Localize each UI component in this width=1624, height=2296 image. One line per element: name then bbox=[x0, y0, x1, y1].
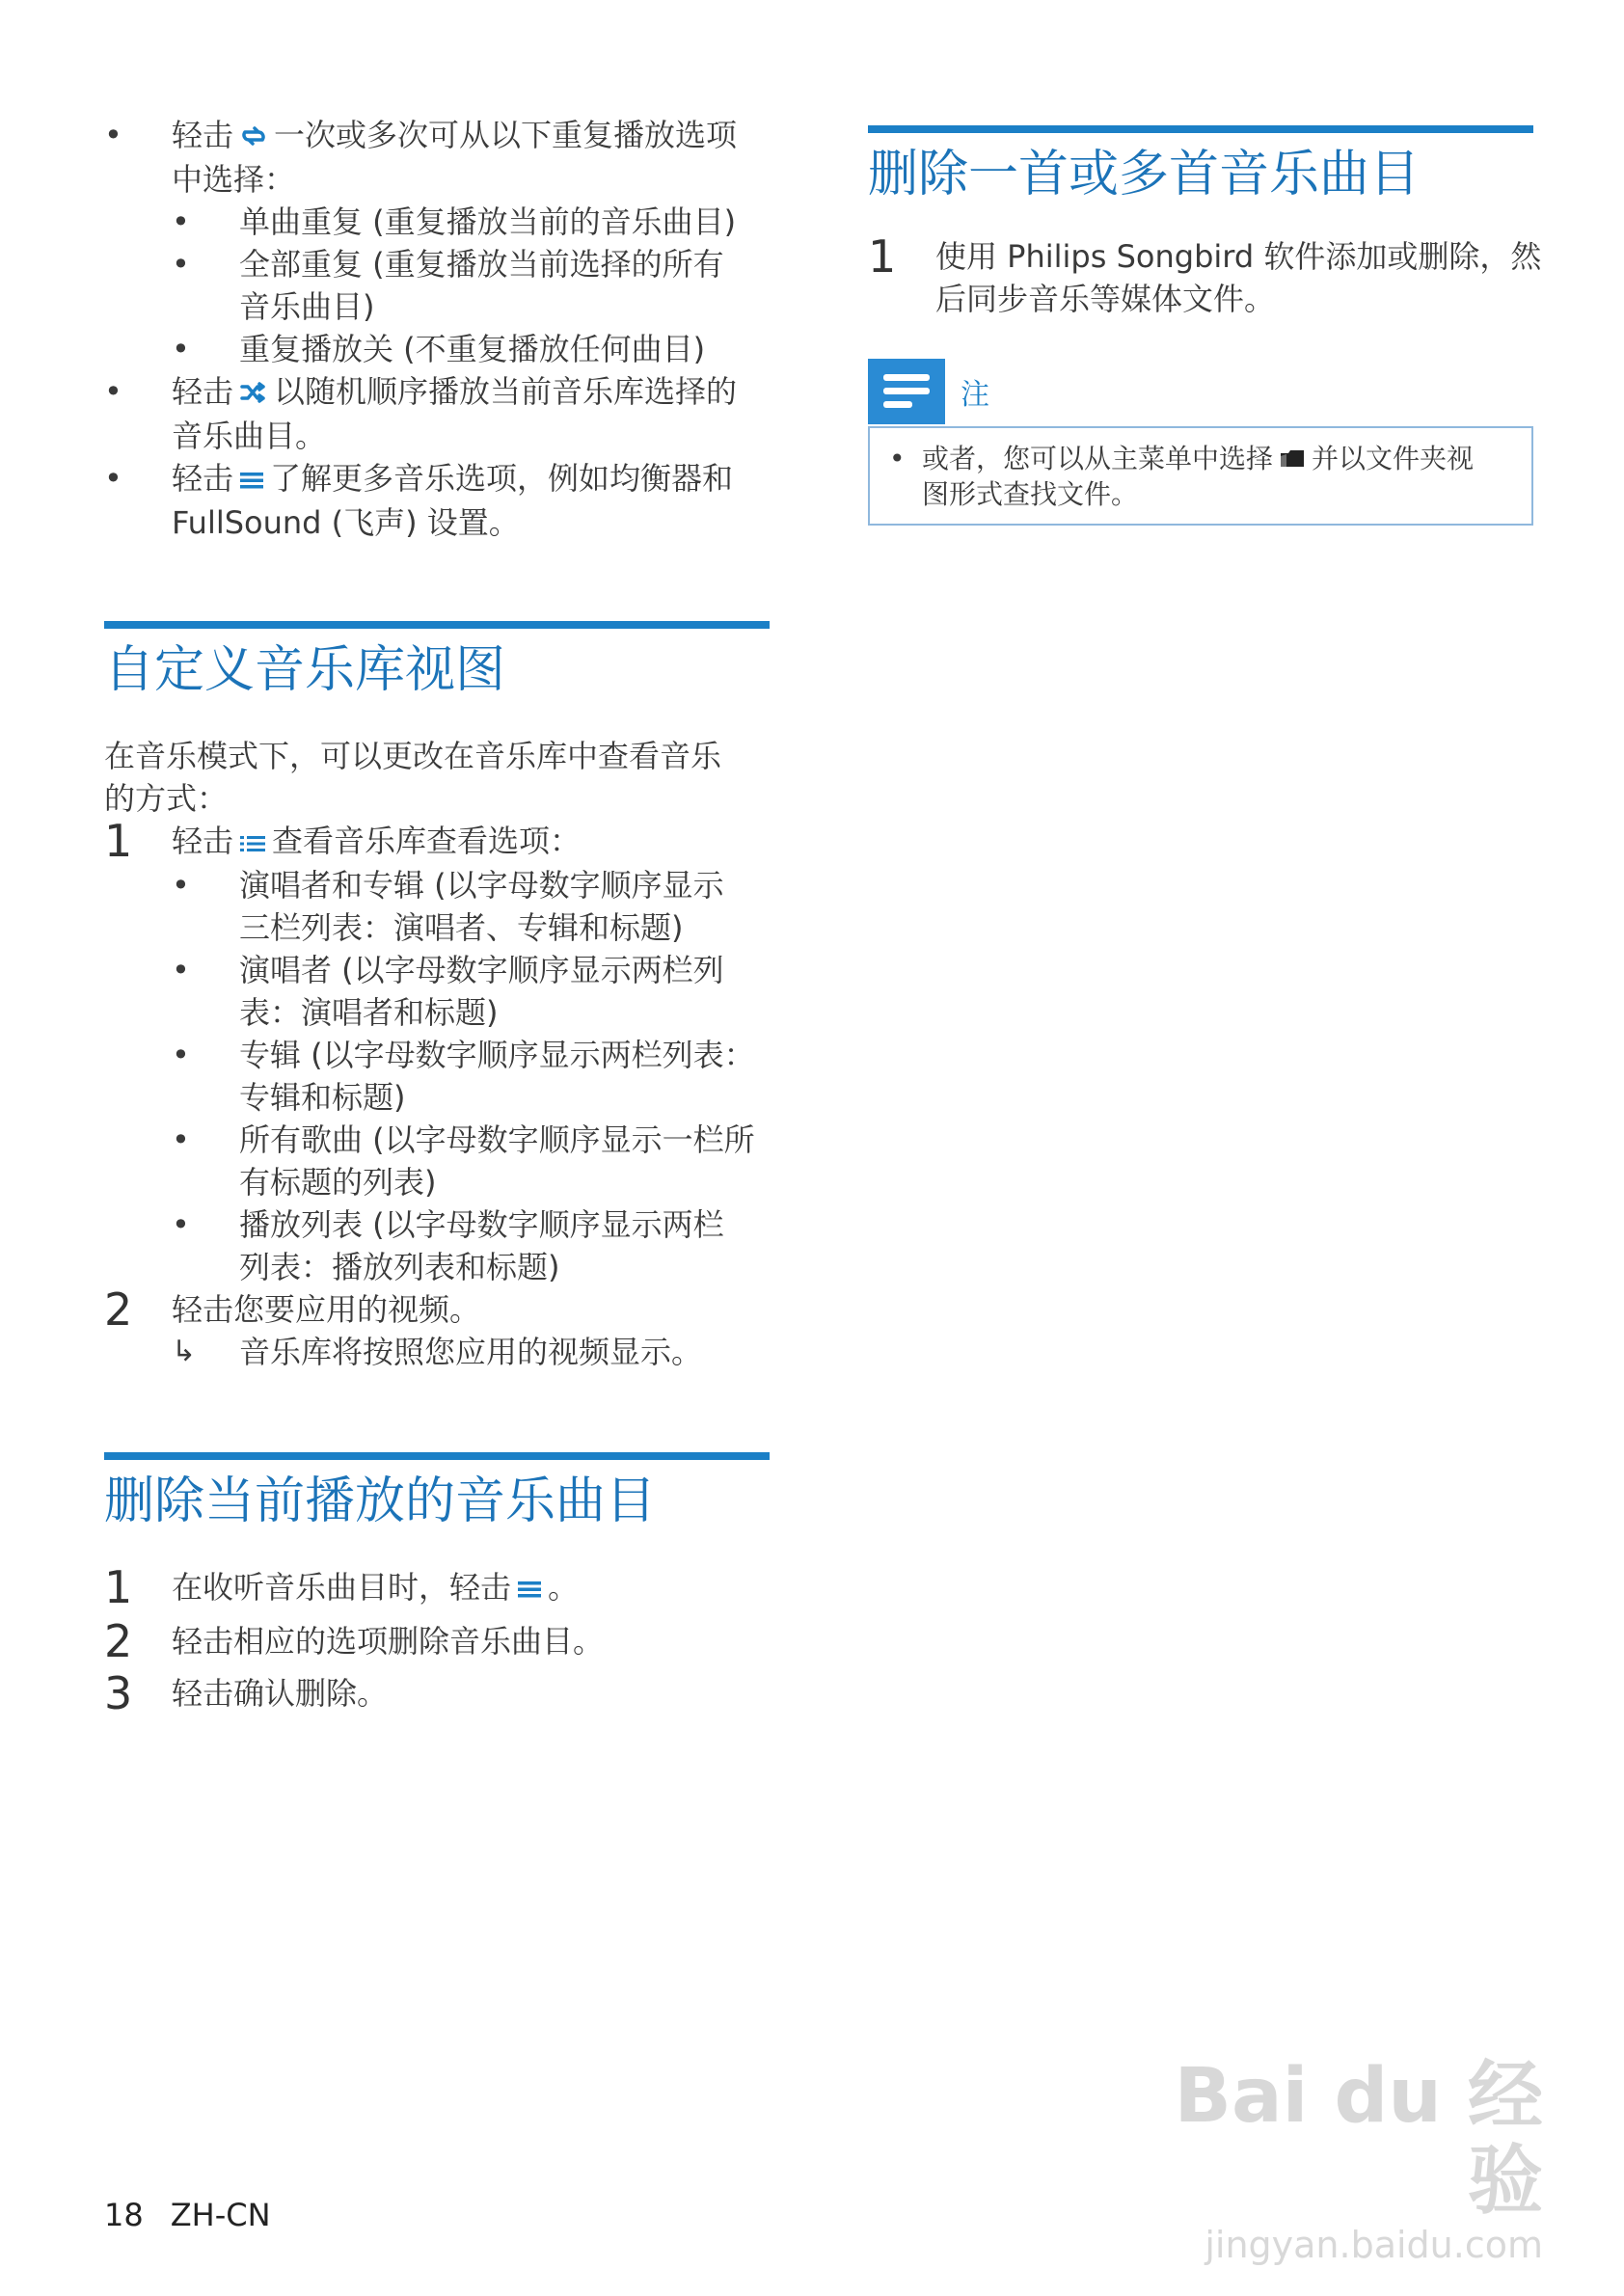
section-intro: 在音乐模式下，可以更改在音乐库中查看音乐 bbox=[104, 738, 722, 774]
right-step-1-cont: 后同步音乐等媒体文件。 bbox=[935, 281, 1276, 317]
result-arrow-icon: ↳ bbox=[172, 1335, 197, 1368]
view-option-playlist: • 播放列表 (以字母数字顺序显示两栏 bbox=[172, 1206, 724, 1243]
note-icon bbox=[868, 359, 945, 424]
page-number: 18 bbox=[104, 2197, 144, 2233]
section-title-library-view: 自定义音乐库视图 bbox=[104, 641, 506, 699]
sub-bullet-repeat-off: • 重复播放关 (不重复播放任何曲目) bbox=[172, 331, 706, 367]
section-divider bbox=[868, 125, 1533, 133]
step-2: 2 轻击您要应用的视频。 bbox=[104, 1283, 481, 1336]
bullet-repeat: • 轻击 一次或多次可从以下重复播放选项 bbox=[104, 114, 770, 158]
menu-icon bbox=[239, 459, 264, 501]
view-option-artist-album-cont: 三栏列表：演唱者、专辑和标题) bbox=[239, 909, 684, 946]
list-view-icon bbox=[239, 822, 266, 864]
bullet-shuffle-cont: 音乐曲目。 bbox=[172, 418, 327, 454]
note-label: 注 bbox=[961, 378, 989, 412]
view-option-artist-album: • 演唱者和专辑 (以字母数字顺序显示 bbox=[172, 867, 724, 904]
note-text: • 或者，您可以从主菜单中选择 并以文件夹视 bbox=[889, 442, 1512, 477]
view-option-all-songs: • 所有歌曲 (以字母数字顺序显示一栏所 bbox=[172, 1121, 755, 1158]
sub-bullet-repeat-all: • 全部重复 (重复播放当前选择的所有 bbox=[172, 246, 724, 283]
step-1: 1 轻击 查看音乐库查看选项： bbox=[104, 815, 582, 867]
folder-icon bbox=[1279, 443, 1306, 477]
view-option-playlist-cont: 列表：播放列表和标题) bbox=[239, 1249, 560, 1285]
note-header bbox=[868, 359, 1533, 426]
shuffle-icon bbox=[239, 372, 268, 415]
view-option-album: • 专辑 (以字母数字顺序显示两栏列表： bbox=[172, 1037, 755, 1073]
bullet-shuffle: • 轻击 以随机顺序播放当前音乐库选择的 bbox=[104, 370, 770, 415]
section-title-delete-tracks: 删除一首或多首音乐曲目 bbox=[868, 146, 1421, 203]
view-option-artist-cont: 表：演唱者和标题) bbox=[239, 994, 499, 1031]
menu-icon bbox=[517, 1568, 542, 1610]
view-option-album-cont: 专辑和标题) bbox=[239, 1079, 406, 1116]
view-option-all-songs-cont: 有标题的列表) bbox=[239, 1164, 437, 1201]
bullet-menu: • 轻击 了解更多音乐选项，例如均衡器和 bbox=[104, 457, 770, 501]
delete-step-3: 3 轻击确认删除。 bbox=[104, 1667, 389, 1719]
left-column bbox=[104, 114, 770, 1719]
delete-step-2: 2 轻击相应的选项删除音乐曲目。 bbox=[104, 1615, 605, 1667]
watermark-url: jingyan.baidu.com bbox=[1204, 2224, 1543, 2266]
right-column bbox=[868, 125, 1542, 526]
bullet-repeat-cont: 中选择： bbox=[172, 161, 296, 198]
section-divider bbox=[104, 621, 770, 629]
step-2-result: ↳ 音乐库将按照您应用的视频显示。 bbox=[104, 1331, 770, 1373]
section-intro-cont: 的方式： bbox=[104, 780, 229, 817]
delete-step-1: 1 在收听音乐曲目时，轻击 。 bbox=[104, 1561, 580, 1613]
section-title-delete-current: 删除当前播放的音乐曲目 bbox=[104, 1472, 657, 1530]
sub-bullet-repeat-all-cont: 音乐曲目) bbox=[239, 288, 375, 325]
watermark bbox=[1157, 2054, 1543, 2266]
page-footer bbox=[104, 2197, 271, 2233]
watermark-brand: Bai du 经验 bbox=[1174, 2053, 1543, 2225]
right-step-1: 1 使用 Philips Songbird 软件添加或删除，然 bbox=[868, 230, 1542, 283]
language-code: ZH-CN bbox=[170, 2197, 271, 2233]
bullet-menu-cont: FullSound (飞声) 设置。 bbox=[172, 504, 520, 541]
note-box bbox=[868, 426, 1533, 526]
note-text-cont: 图形式查找文件。 bbox=[922, 478, 1139, 510]
sub-bullet-repeat-one: • 单曲重复 (重复播放当前的音乐曲目) bbox=[172, 203, 737, 240]
section-divider bbox=[104, 1452, 770, 1460]
repeat-icon bbox=[239, 116, 268, 158]
view-option-artist: • 演唱者 (以字母数字顺序显示两栏列 bbox=[172, 952, 724, 988]
